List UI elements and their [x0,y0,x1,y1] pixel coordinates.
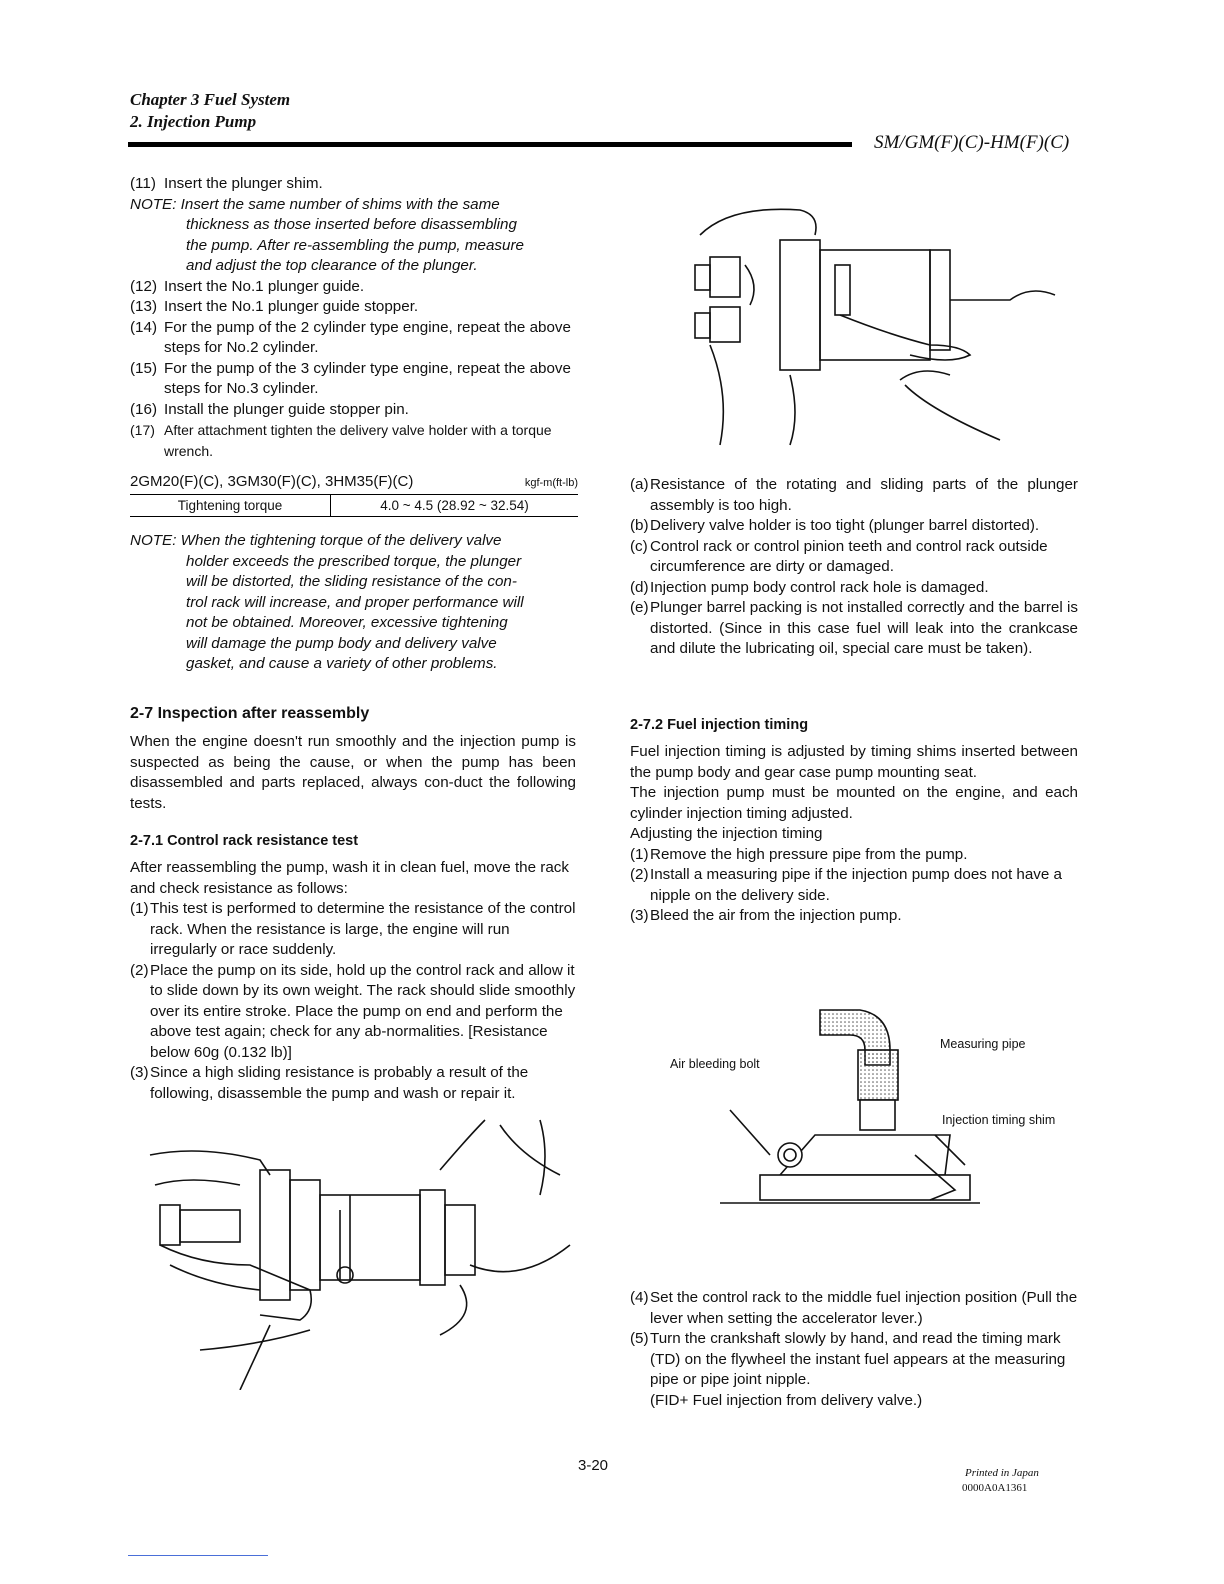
bottom-rule [128,1555,268,1556]
heading-2-7-2: 2-7.2 Fuel injection timing [630,717,809,733]
para-2-7-2-c: Adjusting the injection timing [630,825,823,842]
test-item: (2) Place the pump on its side, hold up the control rack and allow it to slide down by its own weight. The rack should slide smoothly over its entire stroke. Place the pump on end and perform the above test again; check for any ab-normalities. [Resistance below 60g (0.132 lb)] [130,961,576,1061]
cause-item: (a) Resistance of the rotating and sliding parts of the plunger assembly is too high. [630,476,1078,514]
label-air-bleeding-bolt: Air bleeding bolt [670,1057,760,1071]
para-2-7-2-b: The injection pump must be mounted on the engine, and each cylinder injection timing adjusted. [630,784,1078,822]
timing-item: (2) Install a measuring pipe if the injection pump does not have a nipple on the delivery side. [630,866,1063,904]
page-number: 3-20 [578,1457,609,1474]
step-item: (12) Insert the No.1 plunger guide. [130,277,365,295]
cause-item: (c) Control rack or control pinion teeth and control rack outside circumference are dirty or damaged. [630,537,1048,575]
timing-shim-diagram [720,1005,980,1210]
note-shims: NOTE: Insert the same number of shims with the same thickness as those inserted before disassembling the pump. After re-assembling the pump, measure and adjust the top clearance of the plunger. [130,195,524,274]
model-list: SM/GM(F)(C)-HM(F)(C) [874,132,1070,153]
left-column [130,174,578,461]
table-models: 2GM20(F)(C), 3GM30(F)(C), 3HM35(F)(C) [130,473,414,490]
timing-item: (1) Remove the high pressure pipe from the pump. [630,845,968,863]
chapter-title: Chapter 3 Fuel System [130,90,291,109]
header-rule [128,142,852,147]
cause-item: (b) Delivery valve holder is too tight (plunger barrel distorted). [630,517,1040,534]
pump-in-hands-illustration [140,1115,580,1390]
cause-item: (e) Plunger barrel packing is not installed correctly and the barrel is distorted. (Since in this case fuel will leak into the crankcase and dilute the lubricating oil, special care must be taken). [630,599,1078,657]
table-unit: kgf-m(ft-lb) [524,477,578,489]
doc-code: 0000A0A1361 [962,1482,1028,1494]
test-item: (1) This test is performed to determine the resistance of the control rack. When the resistance is large, the engine will run irregularly or race suddenly. [130,900,576,958]
step-item: (15) For the pump of the 3 cylinder type engine, repeat the above steps for No.3 cylinder. [130,359,571,397]
para-2-7-1: After reassembling the pump, wash it in clean fuel, move the rack and check resistance as follows: [130,859,569,897]
step-item: (16) Install the plunger guide stopper pin. [130,400,409,418]
timing-item: (4) Set the control rack to the middle fuel injection position (Pull the lever when setting the accelerator lever.) [630,1289,1078,1327]
step-item: (11) Insert the plunger shim. [130,175,323,192]
timing-steps-continued [630,1288,1078,1411]
para-2-7: When the engine doesn't run smoothly and the injection pump is suspected as being the cause, or when the pump has been disassembled and parts replaced, always con-duct the following tests. [130,733,576,812]
note-label: NOTE: [130,195,177,213]
note-torque: NOTE: When the tightening torque of the delivery valve holder exceeds the prescribed torque, the plunger will be distorted, the sliding resistance of the con- trol rack will increase, and proper performance will not be obtained. Moreover, excessive tightening will damage the pump body and delivery valve gasket, and cause a variety of other problems. [130,532,524,672]
torque-table [130,473,578,517]
table-value: 4.0 ~ 4.5 (28.92 ~ 32.54) [380,498,529,513]
cause-item: (d) Injection pump body control rack hole is damaged. [630,578,989,596]
label-timing-shim: Injection timing shim [942,1113,1056,1127]
heading-2-7-1: 2-7.1 Control rack resistance test [130,833,359,849]
timing-item: (3) Bleed the air from the injection pump. [630,907,902,924]
para-2-7-2-a: Fuel injection timing is adjusted by timing shims inserted between the pump body and gear case pump mounting seat. [630,743,1078,781]
section-2-7-2-body [630,742,1078,927]
step-item: (14) For the pump of the 2 cylinder type engine, repeat the above steps for No.2 cylinder. [130,318,571,356]
step-item: (17) After attachment tighten the delivery valve holder with a torque wrench. [130,422,552,459]
test-item: (3) Since a high sliding resistance is probably a result of the following, disassemble the pump and wash or repair it. [130,1064,529,1102]
section-title: 2. Injection Pump [130,112,257,131]
fid-note: (FID+ Fuel injection from delivery valve.) [650,1391,923,1409]
table-label: Tightening torque [130,495,331,516]
section-2-7-1-body [130,858,576,1104]
pump-check-illustration [690,195,1060,450]
timing-item: (5) Turn the crankshaft slowly by hand, and read the timing mark (TD) on the flywheel the instant fuel appears at the measuring pipe or pipe joint nipple. [630,1330,1066,1388]
step-item: (13) Insert the No.1 plunger guide stopper. [130,298,419,315]
causes-list [630,475,1078,660]
printed-in: Printed in Japan [965,1467,1039,1479]
label-measuring-pipe: Measuring pipe [940,1037,1026,1051]
heading-2-7: 2-7 Inspection after reassembly [130,705,370,722]
